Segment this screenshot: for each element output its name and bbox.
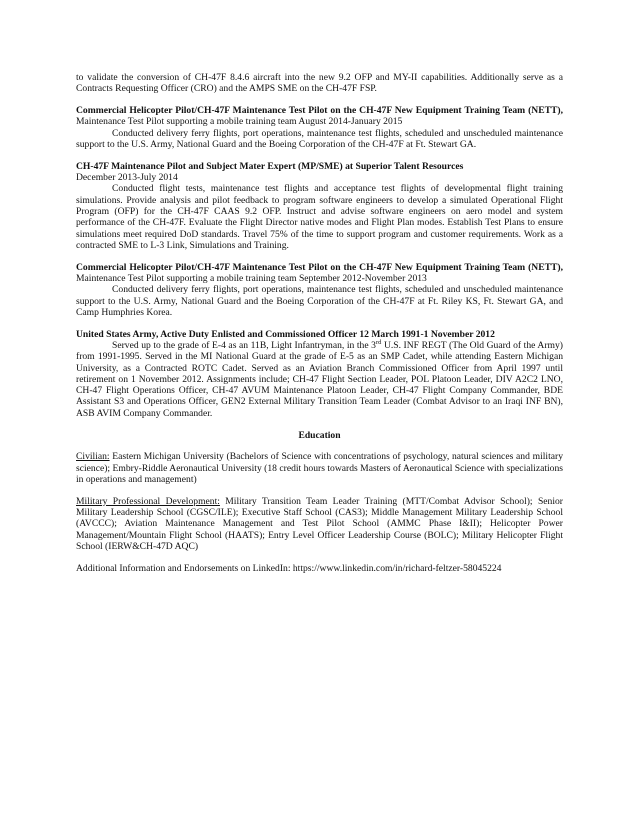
civilian-text: Eastern Michigan University (Bachelors of Science with concentrations of psychology, natural sciences and military science); Embry-Riddle Aeronautical University (18 credit hours towards Masters of Aeronautical Science with specializations in operations and management): [76, 451, 563, 485]
education-heading: Education: [298, 429, 341, 441]
job-description: Conducted flight tests, maintenance test flights and acceptance test flights of developmental flight training simulations. Provide analysis and pilot feedback to program software engineers to develop a simulated Operational Flight Program (OFP) for the CH-47F CAAS 9.2 OFP. Instruct and advise software engineers on aero model and system performance of the CH-47F. Evaluate the Flight Director native modes and Flight Plan modes. Establish Test Plans to ensure simulations meet required DoD standards. Travel 75% of the time to support program and customer requirements. Work as a contracted SME to L-3 Link, Simulations and Training.: [76, 183, 563, 251]
job-title: United States Army, Active Duty Enlisted and Commissioned Officer 12 March 1991-1 November 2012: [76, 328, 495, 340]
civilian-label: Civilian:: [76, 451, 110, 463]
job-description: Conducted delivery ferry flights, port operations, maintenance test flights, scheduled and unscheduled maintenance support to the U.S. Army, National Guard and the Boeing Corporation of the CH-47F at Ft. Riley KS, Ft. Stewart GA, and Camp Humphries Korea.: [76, 284, 563, 318]
job-entry-us-army: [76, 329, 563, 419]
job-entry-superior-talent: [76, 161, 563, 251]
job-description: Conducted delivery ferry flights, port operations, maintenance test flights, scheduled and unscheduled maintenance support to the U.S. Army, National Guard and the Boeing Corporation of the CH-47F at Ft. Stewart GA.: [76, 127, 563, 150]
military-education: [76, 496, 563, 552]
resume-page: [76, 72, 563, 574]
job-title: Commercial Helicopter Pilot/CH-47F Maintenance Test Pilot on the CH-47F New Equipment Training Team (NETT),: [76, 105, 563, 117]
job-title: Commercial Helicopter Pilot/CH-47F Maintenance Test Pilot on the CH-47F New Equipment Training Team (NETT),: [76, 261, 563, 273]
intro-paragraph: to validate the conversion of CH-47F 8.4.6 aircraft into the new 9.2 OFP and MY-II capabilities. Additionally serve as a Contracts Requesting Officer (CRO) and the AMPS SME on the CH-47F FSP.: [76, 72, 563, 95]
job-role: Maintenance Test Pilot supporting a mobile training team August 2014-January 2015: [76, 116, 403, 128]
mpd-label: Military Professional Development:: [76, 495, 220, 507]
job-description: Served up to the grade of E-4 as an 11B, Light Infantryman, in the 3: [112, 339, 376, 351]
mpd-text: Military Transition Team Leader Training (MTT/Combat Advisor School); Senior Military Leadership School (CGSC/ILE); Executive Staff School (CAS3); Middle Management Military Leadership School (AVCCC); Aviation Maintenance Management and Test Pilot School (AMMC Phase I&II); Helicopter Power Management/Mountain Flight School (HAATS); Entry Level Officer Leadership Course (BOLC); Military Helicopter Flight School (IERW&CH-47D AQC): [76, 495, 563, 552]
job-description-cont: U.S. INF REGT (The Old Guard of the Army) from 1991-1995. Served in the MI National Guard at the grade of E-5 as an SMP Cadet, while attending Eastern Michigan University, as a Contracted ROTC Cadet. Served as an Aviation Branch Commissioned Officer from April 1997 until retirement on 1 November 2012. Assignments include; CH-47 Flight Section Leader, POL Platoon Leader, DIV A2C2 LNO, CH-47 Flight Operations Officer, CH-47 AVUM Maintenance Platoon Leader, CH-47 Flight Company Commander, BDE Assistant S3 and Operations Officer, GEN2 External Military Transition Team Leader (Combat Advisor to an Iraqi INF BN), ASB AVIM Company Commander.: [76, 339, 563, 419]
job-entry-nett-2012: [76, 262, 563, 318]
job-role: Maintenance Test Pilot supporting a mobile training team September 2012-November 2013: [76, 272, 427, 284]
ordinal-suffix: rd: [375, 338, 382, 346]
job-dates: December 2013-July 2014: [76, 172, 178, 184]
additional-info: Additional Information and Endorsements on LinkedIn: https://www.linkedin.com/in/richard-feltzer-58045224: [76, 562, 502, 574]
civilian-education: [76, 451, 563, 485]
job-title: CH-47F Maintenance Pilot and Subject Mater Expert (MP/SME) at Superior Talent Resources: [76, 160, 464, 172]
job-entry-nett-2014: [76, 105, 563, 150]
